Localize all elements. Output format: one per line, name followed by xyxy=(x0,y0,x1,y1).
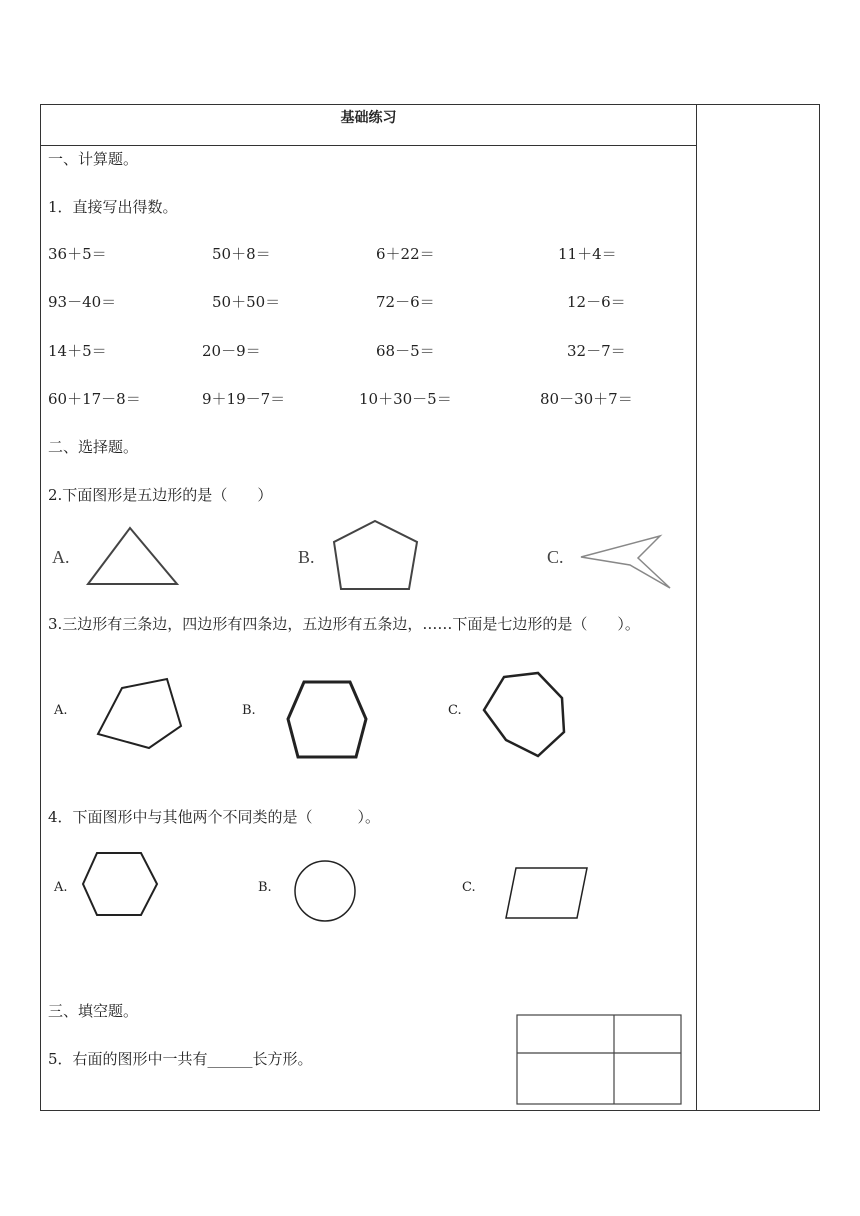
calc-item: 36＋5＝ xyxy=(48,245,107,263)
option-label-b: B. xyxy=(298,547,315,567)
calc-item: 14＋5＝ xyxy=(48,342,107,360)
pentagon-shape xyxy=(330,518,422,592)
calc-item: 72－6＝ xyxy=(376,293,435,311)
option-label-c: C. xyxy=(448,703,462,718)
calc-item: 50＋8＝ xyxy=(212,245,271,263)
calc-item: 10＋30－5＝ xyxy=(359,390,452,408)
circle-shape xyxy=(292,858,358,924)
option-label-a: A. xyxy=(52,547,70,567)
calc-item: 93－40＝ xyxy=(48,293,117,311)
calc-item: 60＋17－8＝ xyxy=(48,390,141,408)
calc-item: 12－6＝ xyxy=(567,293,626,311)
hexagon-shape xyxy=(80,850,160,918)
calc-item: 32－7＝ xyxy=(567,342,626,360)
pentagon-shape xyxy=(94,676,186,752)
hexagon-shape xyxy=(284,679,370,761)
option-label-b: B. xyxy=(258,880,272,895)
question-4: 4．下面图形中与其他两个不同类的是（ ）。 xyxy=(48,808,381,826)
section-1-heading: 一、计算题。 xyxy=(48,150,139,168)
heptagon-shape xyxy=(480,670,570,760)
worksheet-title: 基础练习 xyxy=(340,110,397,126)
calc-item: 6＋22＝ xyxy=(376,245,435,263)
option-label-a: A. xyxy=(54,880,68,895)
question-2: 2.下面图形是五边形的是（ ） xyxy=(48,486,273,504)
question-3: 3.三边形有三条边，四边形有四条边，五边形有五条边，……下面是七边形的是（ ）。 xyxy=(48,615,640,633)
parallelogram-shape xyxy=(503,864,591,922)
calc-item: 20－9＝ xyxy=(202,342,261,360)
question-5: 5．右面的图形中一共有______长方形。 xyxy=(48,1050,313,1068)
calc-item: 11＋4＝ xyxy=(558,245,617,263)
option-label-b: B. xyxy=(242,703,256,718)
title-divider xyxy=(40,145,697,146)
calc-item: 9＋19－7＝ xyxy=(202,390,286,408)
calc-item: 68－5＝ xyxy=(376,342,435,360)
calc-item: 50＋50＝ xyxy=(212,293,281,311)
rectangle-grid-figure xyxy=(516,1014,684,1106)
option-label-a: A. xyxy=(54,703,68,718)
section-2-heading: 二、选择题。 xyxy=(48,438,139,456)
triangle-shape xyxy=(84,524,182,586)
section-3-heading: 三、填空题。 xyxy=(48,1002,139,1020)
arrowhead-shape xyxy=(578,532,674,590)
option-label-c: C. xyxy=(462,880,476,895)
side-column-divider xyxy=(696,104,697,1111)
question-1: 1．直接写出得数。 xyxy=(48,198,178,216)
calc-item: 80－30＋7＝ xyxy=(540,390,633,408)
option-label-c: C. xyxy=(547,547,564,567)
